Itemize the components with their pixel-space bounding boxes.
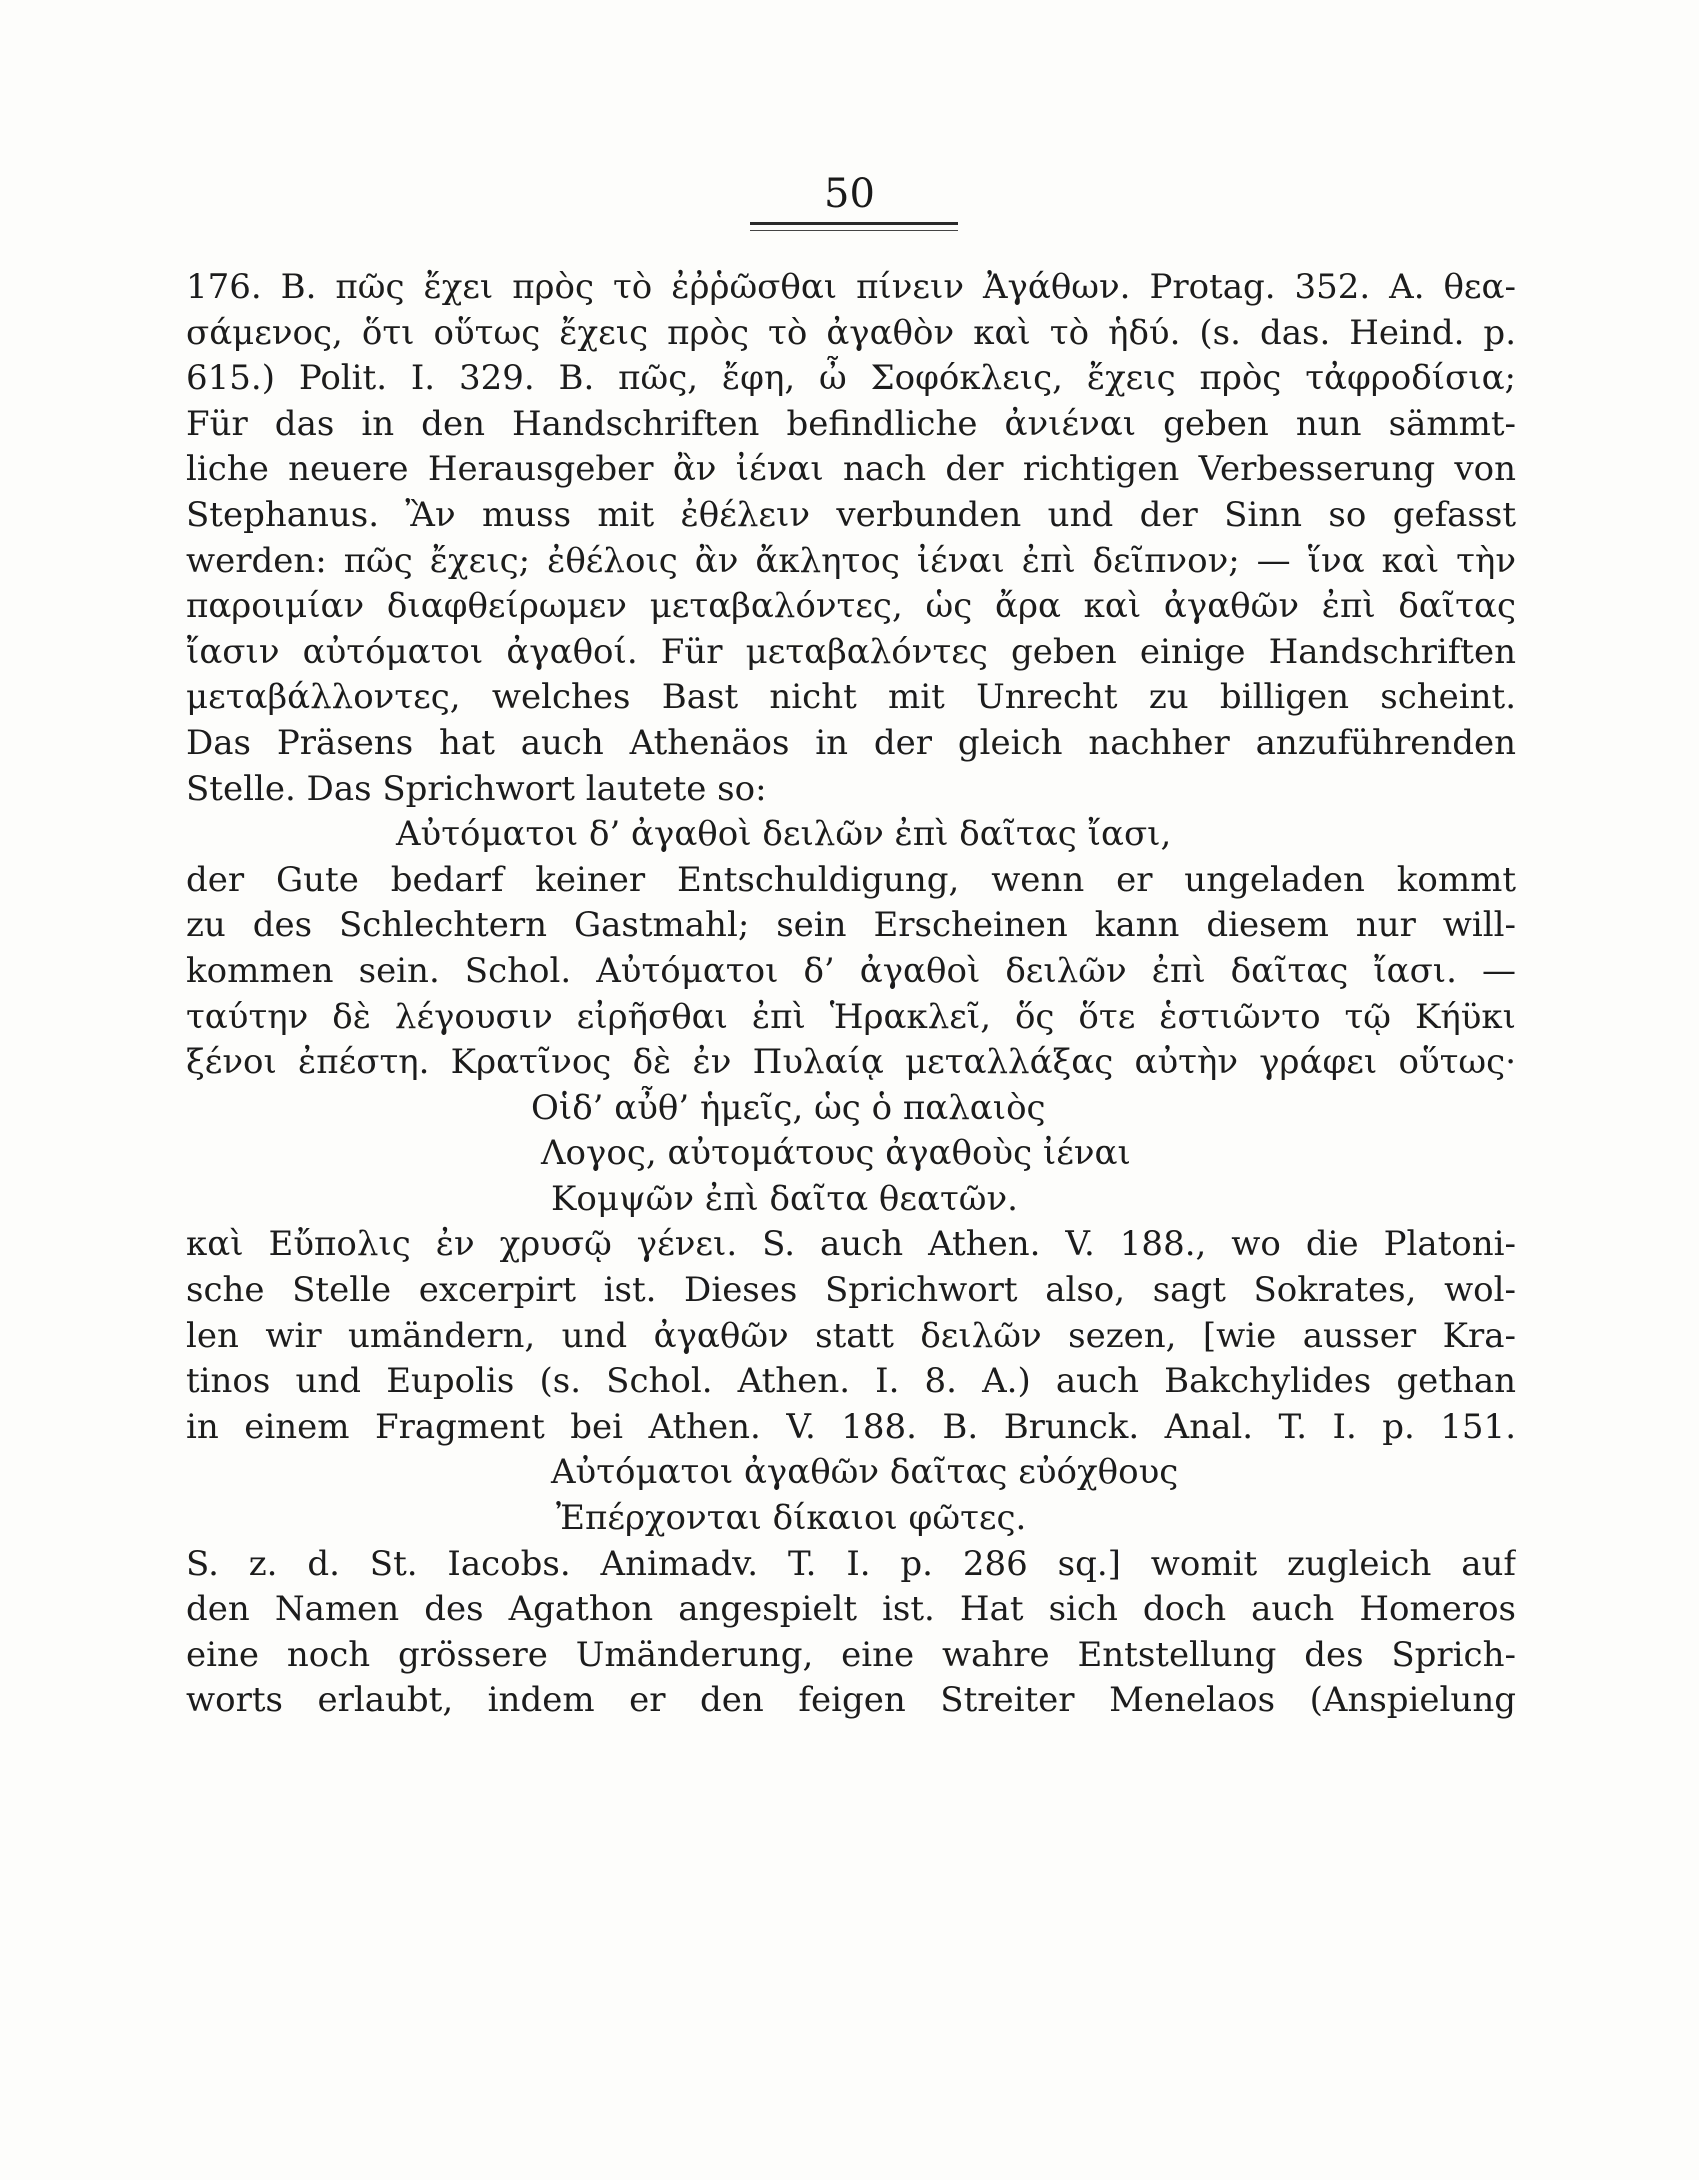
text-line: sche Stelle excerpirt ist. Dieses Sprichwort also, sagt Sokrates, wol- (186, 1270, 1516, 1311)
text-line: S. z. d. St. Iacobs. Animadv. T. I. p. 286 sq.] womit zugleich auf (186, 1543, 1516, 1584)
verse-line: Ἐπέρχονται δίκαιοι φῶτες. (556, 1498, 1027, 1539)
page-number: 50 (824, 171, 875, 217)
text-line: Stephanus. Ἂν muss mit ἐθέλειν verbunden und der Sinn so gefasst (186, 494, 1516, 535)
text-line: werden: πῶς ἔχεις; ἐθέλοις ἂν ἄκλητος ἰέναι ἐπὶ δεῖπνον; — ἵνα καὶ τὴν (186, 540, 1516, 581)
text-line: kommen sein. Schol. Αὐτόματοι δ’ ἀγαθοὶ δειλῶν ἐπὶ δαῖτας ἴασι. — (186, 950, 1516, 991)
text-line: tinos und Eupolis (s. Schol. Athen. I. 8. A.) auch Bakchylides gethan (186, 1361, 1516, 1402)
text-line: καὶ Εὔπολις ἐν χρυσῷ γένει. S. auch Athen. V. 188., wo die Platoni- (186, 1224, 1516, 1265)
text-line: Stelle. Das Sprichwort lautete so: (186, 768, 767, 809)
text-line: σάμενος, ὅτι οὕτως ἔχεις πρὸς τὸ ἀγαθὸν καὶ τὸ ἡδύ. (s. das. Heind. p. (186, 312, 1516, 353)
text-line: μεταβάλλοντες, welches Bast nicht mit Unrecht zu billigen scheint. (186, 677, 1516, 718)
text-line: liche neuere Herausgeber ἂν ἰέναι nach der richtigen Verbesserung von (186, 449, 1516, 490)
text-line: Das Präsens hat auch Athenäos in der gleich nachher anzuführenden (186, 722, 1516, 763)
text-line: eine noch grössere Umänderung, eine wahre Entstellung des Sprich- (186, 1634, 1516, 1675)
text-line: len wir umändern, und ἀγαθῶν statt δειλῶν sezen, [wie ausser Kra- (186, 1315, 1516, 1356)
verse-line: Κομψῶν ἐπὶ δαῖτα θεατῶν. (551, 1178, 1018, 1219)
verse-line: Λογος, αὐτομάτους ἀγαθοὺς ἰέναι (541, 1133, 1131, 1174)
body-text (186, 265, 1516, 1724)
page-number-rule-thin (750, 230, 958, 231)
verse-line: Αὐτόματοι δ’ ἀγαθοὶ δειλῶν ἐπὶ δαῖτας ἴασι, (396, 814, 1172, 855)
text-line: ξένοι ἐπέστη. Κρατῖνος δὲ ἐν Πυλαίᾳ μεταλλάξας αὐτὴν γράφει οὕτως· (186, 1042, 1516, 1083)
text-line: ταύτην δὲ λέγουσιν εἰρῆσθαι ἐπὶ Ἡρακλεῖ, ὅς ὅτε ἑστιῶντο τῷ Κήϋκι (186, 996, 1516, 1037)
text-line: worts erlaubt, indem er den feigen Streiter Menelaos (Anspielung (186, 1680, 1516, 1721)
text-line: den Namen des Agathon angespielt ist. Hat sich doch auch Homeros (186, 1589, 1516, 1630)
text-line: 615.) Polit. I. 329. B. πῶς, ἔφη, ὦ Σοφόκλεις, ἔχεις πρὸς τἀφροδίσια; (186, 358, 1516, 399)
text-line: ἴασιν αὐτόματοι ἀγαθοί. Für μεταβαλόντες geben einige Handschriften (186, 631, 1516, 672)
text-line: παροιμίαν διαφθείρωμεν μεταβαλόντες, ὡς ἄρα καὶ ἀγαθῶν ἐπὶ δαῖτας (186, 586, 1516, 627)
verse-line: Οἱδ’ αὖθ’ ἡμεῖς, ὡς ὁ παλαιὸς (531, 1087, 1046, 1128)
text-line: 176. B. πῶς ἔχει πρὸς τὸ ἐῤῥῶσθαι πίνειν Ἀγάθων. Protag. 352. A. θεα- (186, 267, 1516, 307)
text-line: zu des Schlechtern Gastmahl; sein Erscheinen kann diesem nur will- (186, 905, 1516, 946)
page-number-rule (750, 222, 958, 225)
verse-line: Αὐτόματοι ἀγαθῶν δαῖτας εὐόχθους (551, 1452, 1179, 1493)
text-line: in einem Fragment bei Athen. V. 188. B. Brunck. Anal. T. I. p. 151. (186, 1406, 1516, 1447)
text-line: Für das in den Handschriften befindliche ἀνιέναι geben nun sämmt- (186, 403, 1516, 444)
text-line: der Gute bedarf keiner Entschuldigung, wenn er ungeladen kommt (186, 859, 1516, 900)
